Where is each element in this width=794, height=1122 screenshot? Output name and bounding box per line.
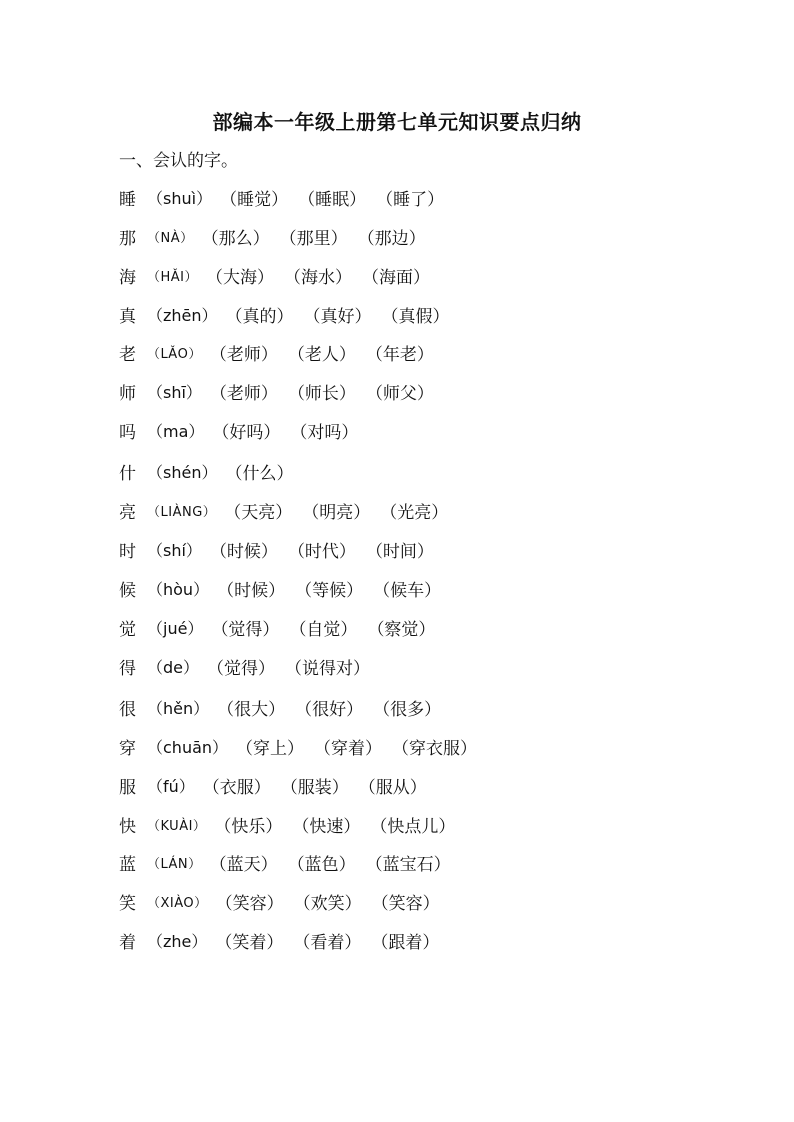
pinyin: （hěn） [147,698,210,718]
pinyin: （chuān） [147,737,229,757]
character-row [119,497,458,523]
word-group [217,576,451,601]
example-word: （穿着） [314,738,383,759]
section-heading: 一、会认的字。 [119,151,238,171]
character: 候 [119,580,136,601]
example-word: （明亮） [302,502,371,523]
example-word: （穿衣服） [392,738,478,759]
example-word: （那么） [201,228,270,249]
example-word: （欢笑） [293,893,362,914]
character: 吗 [119,422,136,443]
example-word: （笑容） [371,893,440,914]
example-word: （快点儿） [370,816,456,837]
character: 快 [119,816,136,837]
word-group [210,379,444,404]
character: 时 [119,541,136,562]
example-word: （真假） [381,306,450,327]
pinyin: （hòu） [147,579,210,599]
example-word: （觉得） [211,619,280,640]
word-group [202,224,436,249]
character-row [119,811,465,837]
word-group [216,889,450,914]
example-word: （快速） [292,816,361,837]
example-word: （看着） [293,932,362,953]
example-word: （时代） [287,541,356,562]
word-group [210,850,461,875]
example-word: （大海） [206,267,275,288]
character: 师 [119,383,136,404]
example-word: （笑着） [215,932,284,953]
word-group [214,812,465,837]
example-word: （快乐） [214,816,283,837]
character-row [119,536,444,562]
example-word: （蓝天） [209,854,278,875]
example-word: （睡觉） [220,189,289,210]
word-group [220,185,454,210]
example-word: （睡了） [376,189,445,210]
example-word: （老师） [209,344,278,365]
pinyin: （NÀ） [147,230,194,246]
pinyin: （shén） [147,462,218,482]
word-group [217,695,451,720]
example-word: （自觉） [289,619,358,640]
word-group [210,537,444,562]
character: 服 [119,777,136,798]
pinyin: （jué） [147,618,204,638]
word-group [212,418,368,443]
word-group [207,654,380,679]
word-group [211,615,445,640]
character-row [119,262,440,288]
pinyin: （LÁN） [147,856,202,872]
example-word: （察觉） [367,619,436,640]
example-word: （说得对） [285,658,371,679]
example-word: （时候） [217,580,286,601]
example-word: （蓝色） [287,854,356,875]
example-word: （很大） [217,699,286,720]
character: 那 [119,228,136,249]
example-word: （候车） [373,580,442,601]
word-group [226,302,460,327]
example-word: （年老） [365,344,434,365]
character-row [119,653,380,679]
character-row [119,223,436,249]
pinyin: （de） [147,657,200,677]
pinyin: （LǍO） [147,346,202,362]
example-word: （真的） [225,306,294,327]
character-row [119,339,444,365]
pinyin: （LIÀNG） [147,504,217,520]
example-word: （等候） [295,580,364,601]
example-word: （笑容） [215,893,284,914]
pinyin: （shí） [147,540,202,560]
example-word: （那里） [279,228,348,249]
example-word: （老师） [209,383,278,404]
example-word: （跟着） [371,932,440,953]
word-group [203,773,437,798]
character-row [119,614,445,640]
example-word: （师父） [365,383,434,404]
character-row [119,458,303,484]
character: 老 [119,344,136,365]
character-row [119,694,451,720]
character-row [119,575,451,601]
pinyin: （zhe） [147,931,208,951]
example-word: （光亮） [380,502,449,523]
character-row [119,184,454,210]
word-group [215,928,449,953]
example-word: （很多） [373,699,442,720]
example-word: （什么） [225,463,294,484]
example-word: （海面） [362,267,431,288]
example-word: （觉得） [207,658,276,679]
example-word: （睡眠） [298,189,367,210]
example-word: （天亮） [224,502,293,523]
example-word: （衣服） [202,777,271,798]
character: 笑 [119,893,136,914]
word-group [224,498,458,523]
example-word: （穿上） [236,738,305,759]
character-row [119,849,461,875]
character-row [119,772,437,798]
example-word: （师长） [287,383,356,404]
example-word: （时候） [209,541,278,562]
pinyin: （zhēn） [147,305,218,325]
example-word: （对吗） [290,422,359,443]
example-word: （老人） [287,344,356,365]
word-group [206,263,440,288]
example-word: （蓝宝石） [365,854,451,875]
character: 亮 [119,502,136,523]
character-row [119,417,368,443]
pinyin: （ma） [147,421,205,441]
pinyin: （shuì） [147,188,213,208]
character: 着 [119,932,136,953]
word-group [236,734,487,759]
example-word: （时间） [365,541,434,562]
word-group [225,459,303,484]
example-word: （海水） [284,267,353,288]
character: 很 [119,699,136,720]
word-group [210,340,444,365]
character-row [119,733,487,759]
character: 觉 [119,619,136,640]
pinyin: （HǍI） [147,269,199,285]
character: 睡 [119,189,136,210]
character: 海 [119,267,136,288]
character-row [119,927,449,953]
character: 穿 [119,738,136,759]
character-row [119,301,460,327]
pinyin: （shī） [147,382,202,402]
pinyin: （fú） [147,776,195,796]
example-word: （那边） [357,228,426,249]
character-row [119,378,444,404]
example-word: （服装） [280,777,349,798]
pinyin: （XIÀO） [147,895,208,911]
character: 蓝 [119,854,136,875]
character: 什 [119,463,136,484]
character: 真 [119,306,136,327]
example-word: （服从） [358,777,427,798]
pinyin: （KUÀI） [147,818,207,834]
character: 得 [119,658,136,679]
example-word: （好吗） [212,422,281,443]
page-title: 部编本一年级上册第七单元知识要点归纳 [212,110,582,134]
example-word: （很好） [295,699,364,720]
character-row [119,888,450,914]
example-word: （真好） [303,306,372,327]
